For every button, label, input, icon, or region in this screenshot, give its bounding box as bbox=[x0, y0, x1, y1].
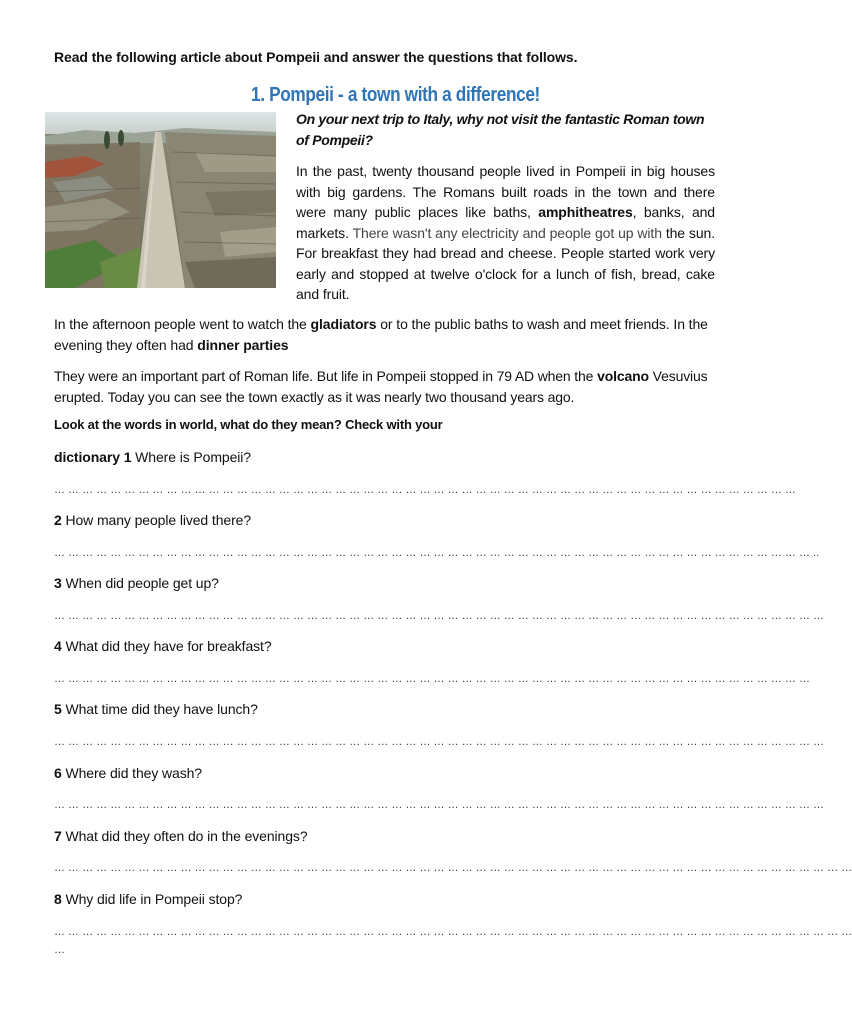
question-5 bbox=[54, 701, 258, 717]
answer-line-2[interactable]: … … … … … … … … … … … … … … … … … … … … … … … … … … … … … … … … … … … … … … … … … … … … … … … … … … … … … … .. bbox=[54, 547, 820, 559]
paragraph-3-text-b: Vesuvius erupted. Today you can see the town exactly as it was nearly two thousand years ago. bbox=[54, 368, 708, 405]
keyword-amphitheatres: amphitheatres bbox=[538, 204, 633, 220]
answer-line-3[interactable]: … … … … … … … … … … … … … … … … … … … … … … … … … … … … … … … … … … … … … … … … … … … … … … … … … … … … … … … bbox=[54, 610, 825, 622]
paragraph-2-text-a: In the afternoon people went to watch the bbox=[54, 316, 311, 332]
question-number: 6 bbox=[54, 765, 62, 781]
question-8 bbox=[54, 891, 242, 907]
keyword-dinner-parties: dinner parties bbox=[197, 337, 289, 353]
question-6 bbox=[54, 765, 202, 781]
pompeii-photo bbox=[45, 112, 276, 288]
question-7 bbox=[54, 828, 308, 844]
question-2 bbox=[54, 512, 251, 528]
answer-line-4[interactable]: … … … … … … … … … … … … … … … … … … … … … … … … … … … … … … … … … … … … … … … … … … … … … … … … … … … … … … bbox=[54, 673, 810, 685]
paragraph-1-text-a: In the past, twenty thousand people lived in Pompeii in big houses with big gardens. The Romans built roads in the town and there were many public places like baths, bbox=[296, 163, 715, 220]
keyword-volcano: volcano bbox=[597, 368, 649, 384]
question-text: Where did they wash? bbox=[61, 765, 202, 781]
question-1 bbox=[54, 449, 251, 465]
answer-line-7[interactable]: … … … … … … … … … … … … … … … … … … … … … … … … … … … … … … … … … … … … … … … … … … … … … … … … … … … … … … … … … bbox=[54, 862, 852, 874]
question-text: What did they have for breakfast? bbox=[61, 638, 272, 654]
paragraph-1 bbox=[296, 161, 715, 305]
question-text: When did people get up? bbox=[61, 575, 219, 591]
paragraph-3 bbox=[54, 366, 716, 407]
question-text: How many people lived there? bbox=[61, 512, 252, 528]
instruction-text: Read the following article about Pompeii and answer the questions that follows. bbox=[54, 49, 578, 65]
article-title: 1. Pompeii - a town with a difference! bbox=[251, 84, 540, 106]
answer-line-8-continuation[interactable]: … bbox=[54, 944, 65, 956]
question-number: 2 bbox=[54, 512, 62, 528]
question-number: 4 bbox=[54, 638, 62, 654]
question-number: 5 bbox=[54, 701, 62, 717]
paragraph-1-text-b: , banks, and markets. bbox=[296, 204, 715, 241]
paragraph-2 bbox=[54, 314, 716, 356]
question-text: What time did they have lunch? bbox=[61, 701, 258, 717]
paragraph-1-text-c: There wasn't any electricity and people got up with bbox=[352, 224, 662, 241]
question-number: 7 bbox=[54, 828, 62, 844]
question-4 bbox=[54, 638, 272, 654]
answer-line-8[interactable]: … … … … … … … … … … … … … … … … … … … … … … … … … … … … … … … … … … … … … … … … … … … … … … … … … … … … … … … … … bbox=[54, 926, 852, 938]
vocab-prompt: Look at the words in world, what do they mean? Check with your bbox=[54, 417, 443, 432]
answer-line-5[interactable]: … … … … … … … … … … … … … … … … … … … … … … … … … … … … … … … … … … … … … … … … … … … … … … … … … … … … … … … bbox=[54, 736, 825, 748]
paragraph-3-text-a: They were an important part of Roman life. But life in Pompeii stopped in 79 AD when the bbox=[54, 368, 598, 384]
question-text: Where is Pompeii? bbox=[131, 449, 251, 465]
paragraph-2-text-b: or to the public baths to wash and meet friends. In the evening they often had bbox=[54, 316, 708, 353]
question-number: 3 bbox=[54, 575, 62, 591]
answer-line-1[interactable]: … … … … … … … … … … … … … … … … … … … … … … … … … … … … … … … … … … … … … … … … … … … … … … … … … … … … … bbox=[54, 484, 796, 496]
question-number: 8 bbox=[54, 891, 62, 907]
paragraph-1-text-d: the sun. For breakfast they had bread and cheese. People started work very early and stopped at twelve o'clock for a lunch of fish, bread, cake and fruit. bbox=[296, 224, 715, 302]
answer-line-6[interactable]: … … … … … … … … … … … … … … … … … … … … … … … … … … … … … … … … … … … … … … … … … … … … … … … … … … … … … … … bbox=[54, 799, 825, 811]
keyword-gladiators: gladiators bbox=[310, 316, 377, 332]
question-3 bbox=[54, 575, 219, 591]
intro-text: On your next trip to Italy, why not visit the fantastic Roman town of Pompeii? bbox=[296, 111, 705, 148]
question-text: Why did life in Pompeii stop? bbox=[61, 891, 243, 907]
question-number: dictionary 1 bbox=[54, 449, 132, 465]
question-text: What did they often do in the evenings? bbox=[61, 828, 308, 844]
